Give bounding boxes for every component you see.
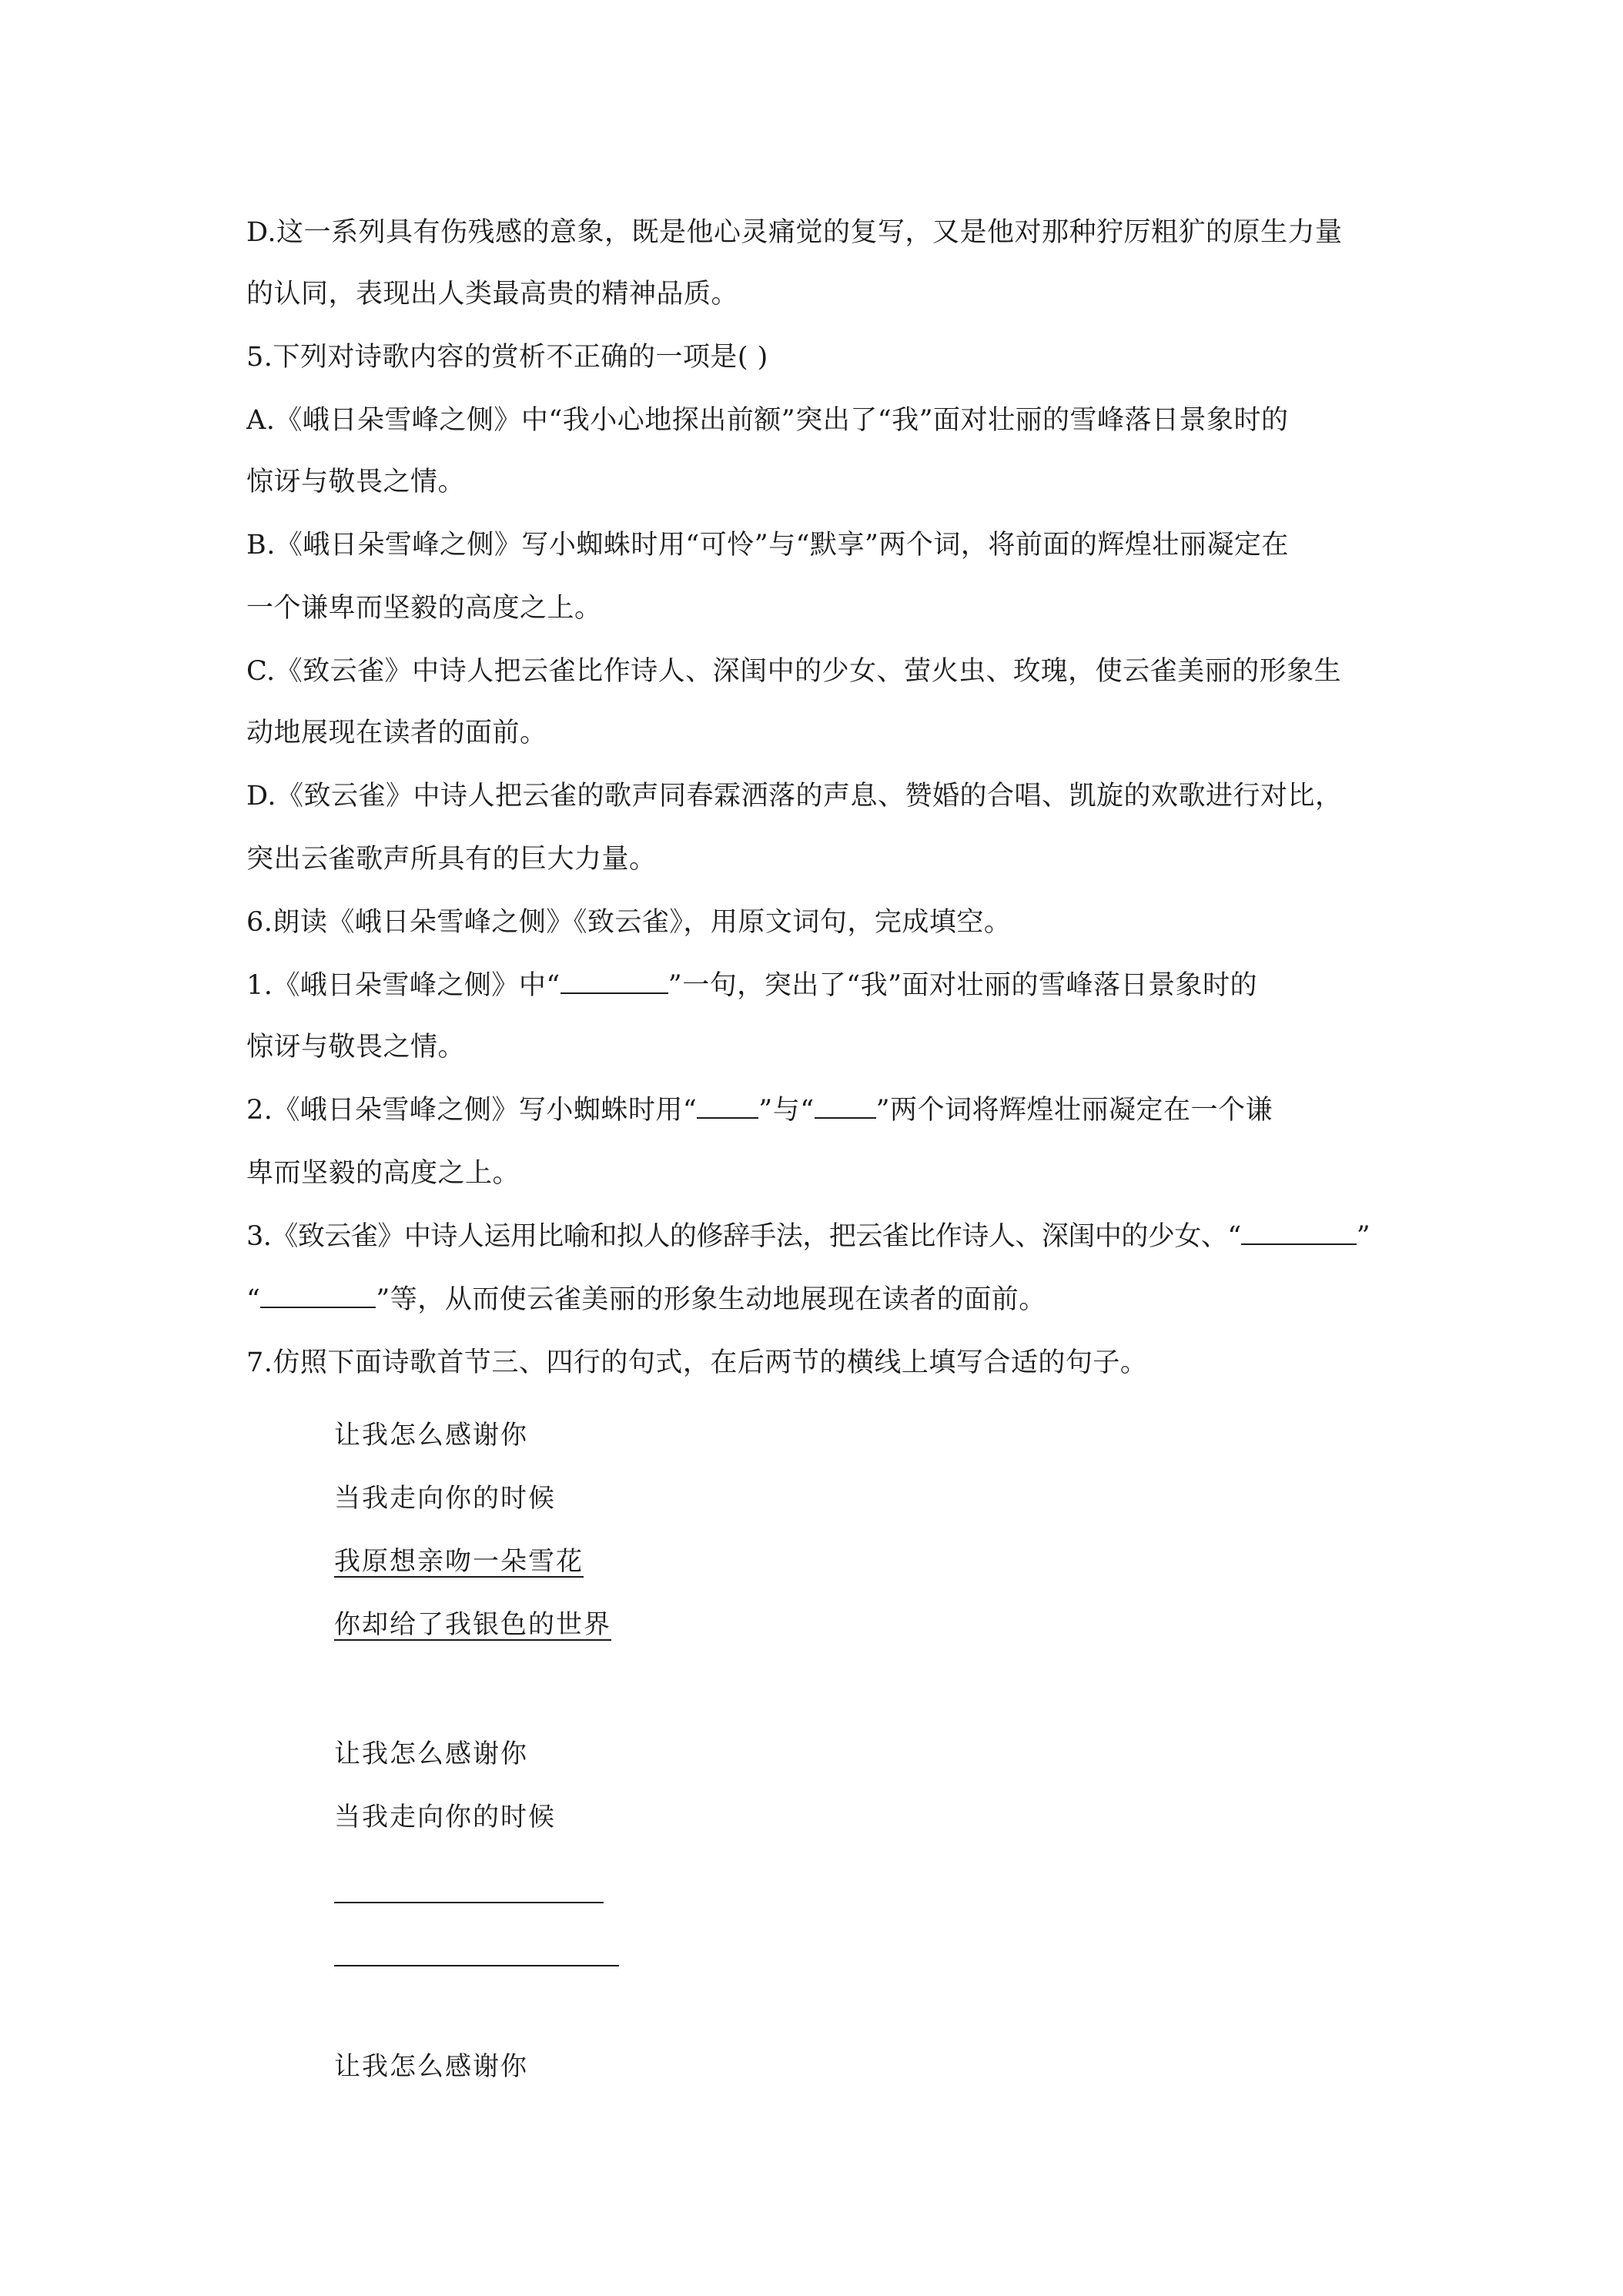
q6-item1-blank[interactable] [561,969,668,994]
q5-option-a-line2: 惊讶与敬畏之情。 [246,467,466,497]
poem-stanza2-line1: 让我怎么感谢你 [334,1739,528,1769]
q6-item3-line2 [246,1283,1401,1317]
q6-item2-blank-1[interactable] [697,1094,758,1119]
q4-option-d-line2: 的认同，表现出人类最高贵的精神品质。 [246,279,739,310]
q6-item2-middle: ”与“ [758,1095,815,1126]
q5-option-c-line1: C.《致云雀》中诗人把云雀比作诗人、深闺中的少女、萤火虫、玫瑰，使云雀美丽的形象生 [246,656,1342,687]
q6-item3-line1 [246,1220,1401,1253]
q6-item1-line1 [246,969,1401,1002]
q6-item1-line2: 惊讶与敬畏之情。 [246,1032,466,1063]
q6-item2-suffix: ”两个词将辉煌壮丽凝定在一个谦 [875,1095,1273,1126]
q5-stem: 5.下列对诗歌内容的赏析不正确的一项是( ) [246,342,768,373]
q6-item2-blank-2[interactable] [815,1094,876,1119]
q6-item3-suffix: ”等，从而使云雀美丽的形象生动地展现在读者的面前。 [376,1284,1046,1315]
q6-item3-open-quote: “ [246,1284,261,1315]
q5-option-d-line1: D.《致云雀》中诗人把云雀的歌声同春霖洒落的声息、赞婚的合唱、凯旋的欢歌进行对比， [246,781,1343,812]
q6-item3-close-quote: ” [1356,1221,1370,1252]
poem-stanza2-line2: 当我走向你的时候 [334,1802,556,1832]
q5-option-c-line2: 动地展现在读者的面前。 [246,718,547,748]
q6-item3-blank-2[interactable] [260,1284,376,1308]
q5-option-b-line2: 一个谦卑而坚毅的高度之上。 [246,593,602,624]
poem-stanza1-line1: 让我怎么感谢你 [334,1420,528,1451]
q5-option-b-line1: B.《峨日朵雪峰之侧》写小蜘蛛时用“可怜”与“默享”两个词，将前面的辉煌壮丽凝定在 [246,530,1289,561]
q4-option-d-line1: D.这一系列具有伤残感的意象，既是他心灵痛觉的复写，又是他对那种狞厉粗犷的原生力量 [246,217,1343,248]
poem-stanza1-line4: 你却给了我银色的世界 [334,1609,611,1640]
poem-stanza2-answer-line1[interactable] [334,1902,604,1903]
poem-stanza3-line1: 让我怎么感谢你 [334,2051,528,2082]
q6-item2-line1 [246,1093,1401,1127]
q6-item2-line2: 卑而坚毅的高度之上。 [246,1158,520,1189]
poem-stanza2-answer-line2[interactable] [334,1965,619,1966]
q5-option-a-line1: A.《峨日朵雪峰之侧》中“我小心地探出前额”突出了“我”面对壮丽的雪峰落日景象时的 [246,405,1289,436]
q6-item2-prefix: 2.《峨日朵雪峰之侧》写小蜘蛛时用“ [246,1095,698,1126]
q5-option-d-line2: 突出云雀歌声所具有的巨大力量。 [246,844,657,875]
q6-item3-blank-1[interactable] [1241,1220,1357,1245]
q6-item3-prefix: 3.《致云雀》中诗人运用比喻和拟人的修辞手法，把云雀比作诗人、深闺中的少女、“ [246,1221,1241,1252]
q6-stem: 6.朗读《峨日朵雪峰之侧》《致云雀》，用原文词句，完成填空。 [246,907,1012,938]
poem-stanza1-line3: 我原想亲吻一朵雪花 [334,1546,584,1577]
poem-stanza1-line2: 当我走向你的时候 [334,1483,556,1514]
q6-item1-prefix: 1.《峨日朵雪峰之侧》中“ [246,970,561,1001]
q7-stem: 7.仿照下面诗歌首节三、四行的句式，在后两节的横线上填写合适的句子。 [246,1347,1148,1378]
q6-item1-suffix: ”一句，突出了“我”面对壮丽的雪峰落日景象时的 [668,970,1257,1001]
